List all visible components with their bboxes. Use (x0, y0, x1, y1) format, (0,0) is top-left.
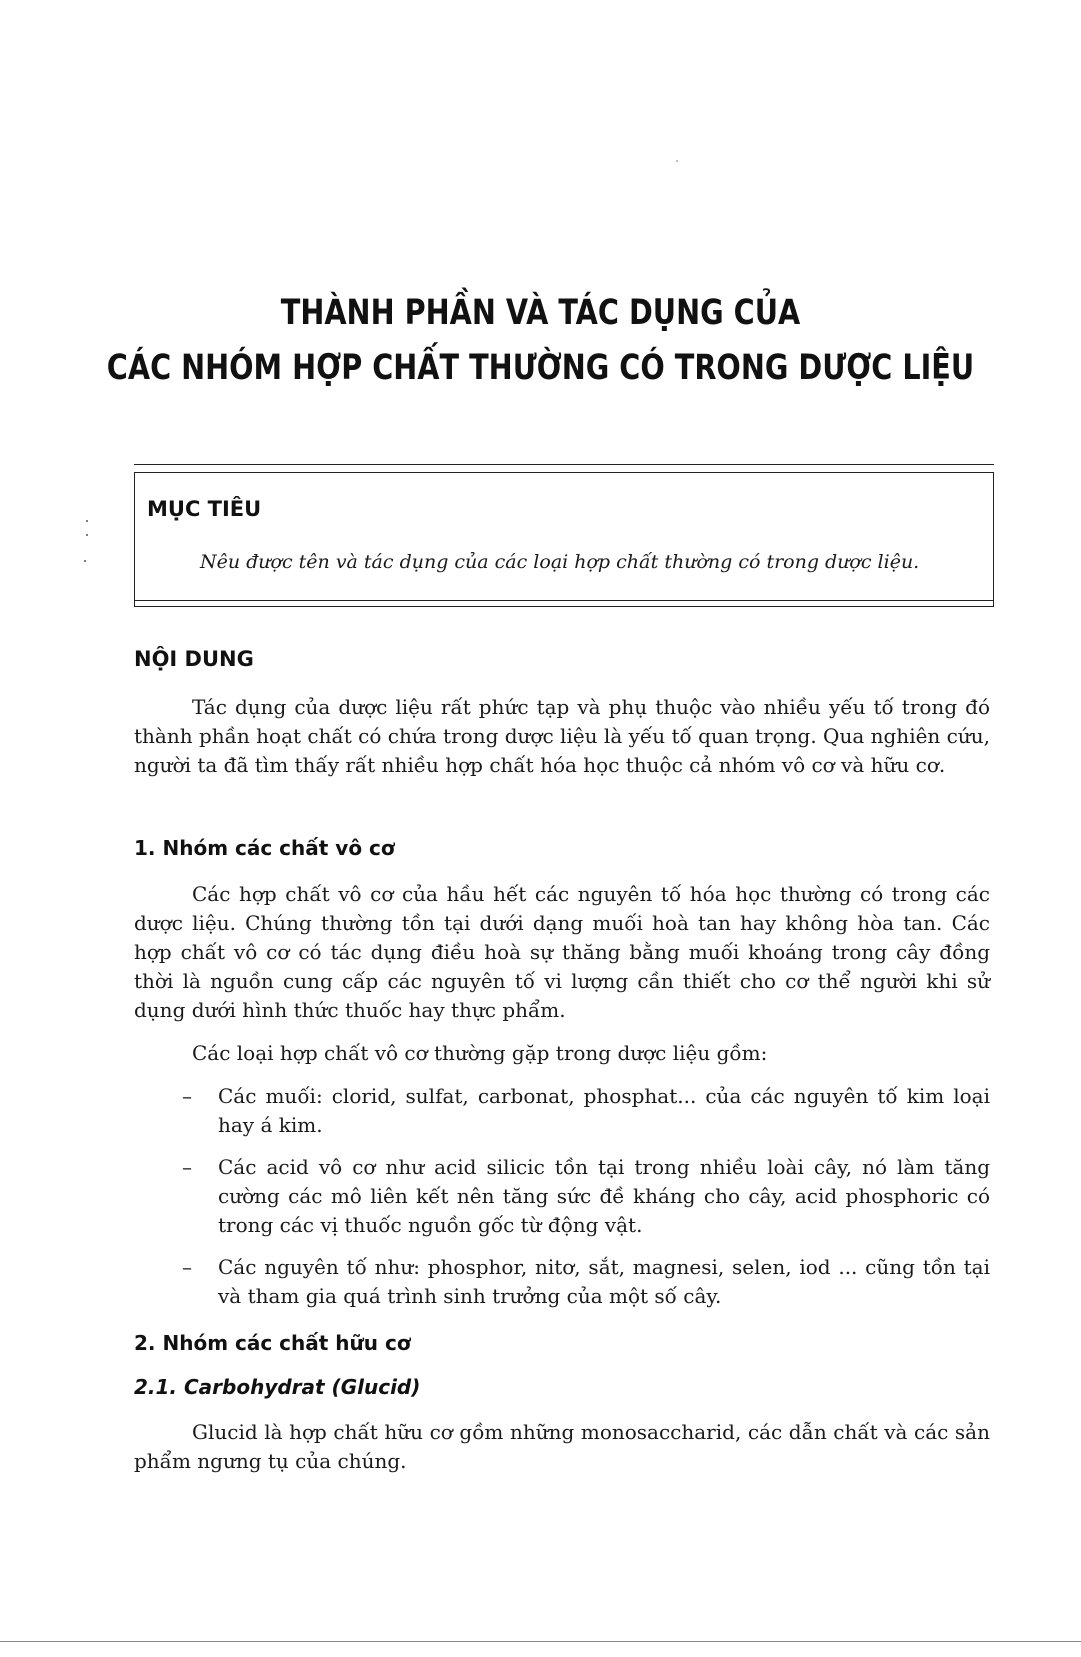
page-title-line-1: THÀNH PHẦN VÀ TÁC DỤNG CỦA (280, 293, 801, 333)
section-2-1-heading: 2.1. Carbohydrat (Glucid) (134, 1375, 421, 1399)
section-1-heading: 1. Nhóm các chất vô cơ (134, 836, 395, 860)
section-1-paragraph-1: Các hợp chất vô cơ của hầu hết các nguyên tố hóa học thường có trong các dược liệu. Chúng thường tồn tại dưới dạng muối hoà tan hay không hòa tan. Các hợp chất vô cơ có tác dụng điều hoà sự thăng bằng muối khoáng trong cây đồng thời là nguồn cung cấp các nguyên tố vi lượng cần thiết cho cơ thể người khi sử dụng dưới hình thức thuốc hay thực phẩm. (134, 882, 990, 1022)
bullet-dash: – (182, 1084, 192, 1108)
section-1-paragraph-2: Các loại hợp chất vô cơ thường gặp trong dược liệu gồm: (192, 1041, 768, 1065)
list-item (182, 1082, 990, 1140)
list-item-text: Các muối: clorid, sulfat, carbonat, phosphat... của các nguyên tố kim loại hay á kim. (218, 1084, 990, 1137)
section-2-1-paragraph: Glucid là hợp chất hữu cơ gồm những monosaccharid, các dẫn chất và các sản phẩm ngưng tụ của chúng. (134, 1420, 990, 1473)
list-item-text: Các acid vô cơ như acid silicic tồn tại trong nhiều loài cây, nó làm tăng cường các mô liên kết nên tăng sức đề kháng cho cây, acid phosphoric có trong các vị thuốc nguồn gốc từ động vật. (218, 1155, 990, 1237)
list-item-text: Các nguyên tố như: phosphor, nitơ, sắt, magnesi, selen, iod ... cũng tồn tại và tham gia quá trình sinh trưởng của một số cây. (218, 1255, 990, 1308)
list-item (182, 1153, 990, 1240)
bullet-dash: – (182, 1155, 192, 1179)
intro-paragraph: Tác dụng của dược liệu rất phức tạp và phụ thuộc vào nhiều yếu tố trong đó thành phần hoạt chất có chứa trong dược liệu là yếu tố quan trọng. Qua nghiên cứu, người ta đã tìm thấy rất nhiều hợp chất hóa học thuộc cả nhóm vô cơ và hữu cơ. (134, 695, 990, 777)
page-bottom-edge (0, 1641, 1081, 1642)
scan-speck (676, 160, 678, 162)
scan-speck (86, 534, 88, 536)
section-2-heading: 2. Nhóm các chất hữu cơ (134, 1331, 411, 1355)
objective-box-bottom-rule-inner (134, 600, 994, 601)
objective-box-top-rule (134, 464, 994, 465)
objective-text: Nêu được tên và tác dụng của các loại hợp chất thường có trong dược liệu. (200, 551, 920, 573)
objective-box (134, 473, 994, 606)
objective-box-bottom-rule (134, 606, 994, 607)
scan-speck (84, 560, 86, 562)
bullet-dash: – (182, 1255, 192, 1279)
page-title-line-2: CÁC NHÓM HỢP CHẤT THƯỜNG CÓ TRONG DƯỢC LIỆU (106, 348, 975, 388)
objective-heading: MỤC TIÊU (147, 497, 262, 521)
content-heading: NỘI DUNG (134, 647, 254, 671)
scan-speck (86, 520, 88, 522)
list-item (182, 1253, 990, 1311)
